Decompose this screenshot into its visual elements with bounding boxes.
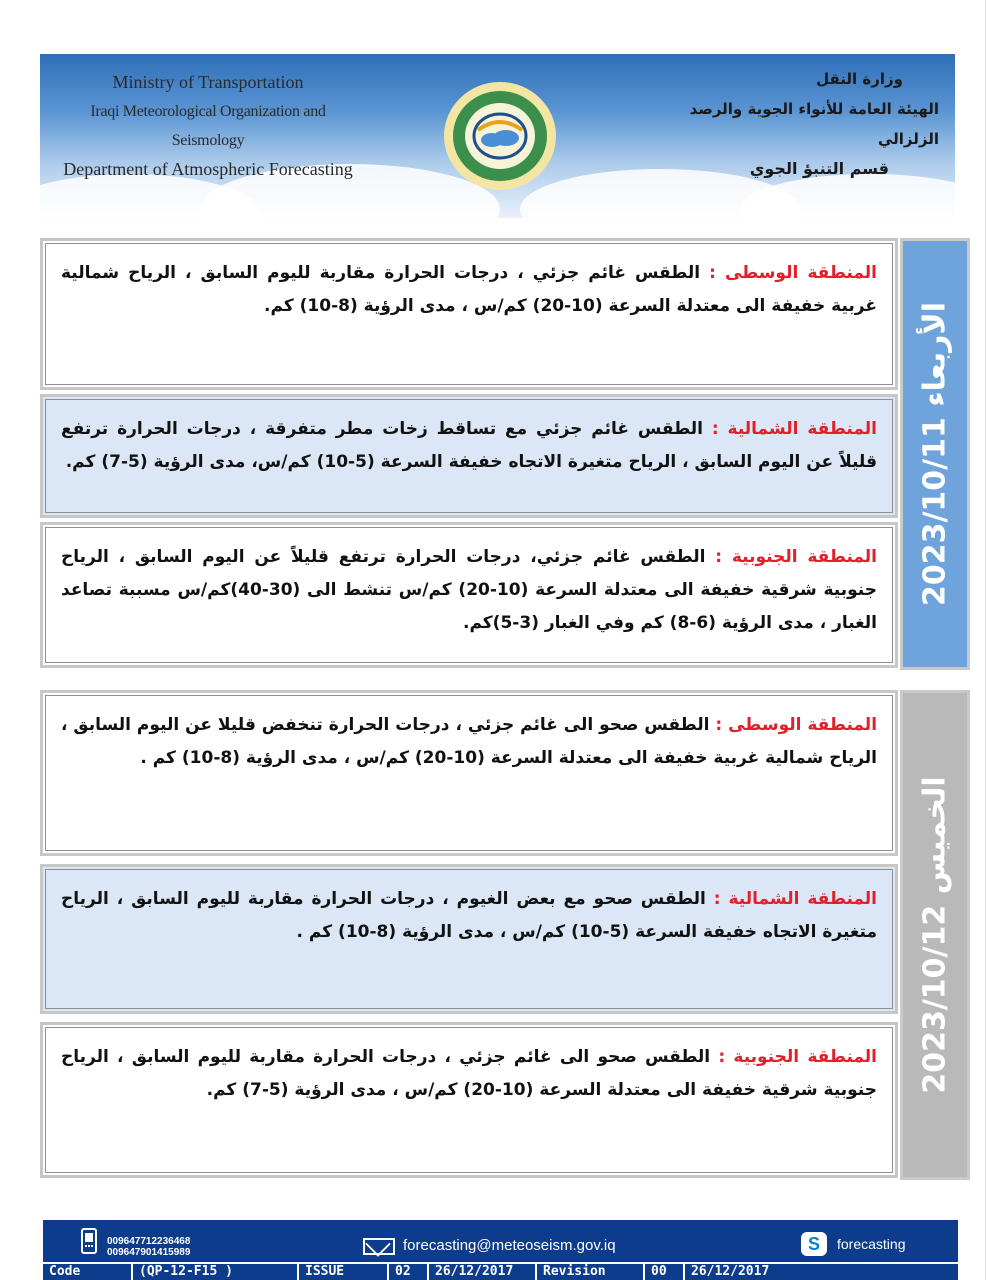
issue-date: 26/12/2017 (429, 1264, 537, 1280)
region-name: المنطقة الجنوبية : (715, 547, 877, 567)
revision-label: Revision (537, 1264, 645, 1280)
issue-label: ISSUE (299, 1264, 389, 1280)
region-name: المنطقة الوسطى : (709, 263, 877, 283)
region-name: المنطقة الجنوبية : (718, 1047, 877, 1067)
header-arabic (649, 64, 939, 184)
department-name-en: Department of Atmospheric Forecasting (63, 159, 353, 179)
code-value: (QP-12-F15 ) (133, 1264, 299, 1280)
region-forecast-south (40, 1022, 898, 1178)
forecast-day-section (40, 238, 974, 670)
organization-logo (442, 80, 558, 192)
phone-number[interactable]: 009647901415989 (107, 1247, 191, 1258)
region-forecast-north (40, 864, 898, 1014)
mail-icon (363, 1238, 395, 1255)
region-name: المنطقة الوسطى : (715, 715, 878, 735)
day-label (918, 302, 953, 606)
region-text: الطقس غائم جزئي ، درجات الحرارة مقاربة لليوم السابق ، الرياح شمالية غربية خفيفة الى معتدلة السرعة (10-20) كم/س ، مدى الرؤية (8-10) كم. (61, 263, 877, 316)
phone-number[interactable]: 009647712236468 (107, 1236, 191, 1247)
header-banner (40, 54, 955, 218)
skype-icon: S (801, 1232, 827, 1256)
ministry-name-en: Ministry of Transportation (112, 72, 304, 92)
footer (43, 1220, 958, 1280)
region-forecast-north (40, 394, 898, 518)
issue-number: 02 (389, 1264, 429, 1280)
region-name: المنطقة الشمالية : (711, 419, 877, 439)
phone-numbers (107, 1236, 190, 1258)
region-forecast-central (40, 238, 898, 390)
organization-name-ar: الهيئة العامة للأنواء الجوية والرصد الزلزالي (689, 100, 939, 148)
document-control-bar (43, 1262, 958, 1280)
region-forecast-central (40, 690, 898, 856)
day-column (900, 238, 970, 670)
region-text: الطقس غائم جزئي، درجات الحرارة ترتفع قليلاً عن اليوم السابق ، الرياح جنوبية شرقية خفيفة الى معتدلة السرعة (10-20) كم/س تنشط الى (30-40)كم/س مسببة تصاعد الغبار ، مدى الرؤية (6-8) كم وفي الغبار (3-5)كم. (61, 547, 877, 633)
header-english (58, 68, 358, 184)
region-name: المنطقة الشمالية : (713, 889, 877, 909)
revision-date: 26/12/2017 (691, 1264, 770, 1279)
region-text: الطقس صحو مع بعض الغيوم ، درجات الحرارة مقاربة لليوم السابق ، الرياح متغيرة الاتجاه خفيفة السرعة (5-10) كم/س ، مدى الرؤية (8-10) كم . (61, 889, 877, 942)
region-text: الطقس غائم جزئي مع تساقط زخات مطر متفرقة ، درجات الحرارة ترتفع قليلاً عن اليوم السابق ، الرياح متغيرة الاتجاه خفيفة السرعة (5-10) كم/س، مدى الرؤية (5-7) كم. (61, 419, 877, 472)
day-column (900, 690, 970, 1180)
department-name-ar: قسم التنبؤ الجوي (749, 159, 889, 178)
organization-name-en: Iraqi Meteorological Organization and Seismology (90, 103, 326, 149)
footer-contacts (43, 1220, 958, 1262)
revision-number: 00 (645, 1264, 685, 1280)
region-forecast-south (40, 522, 898, 668)
day-name: الأربعاء (917, 301, 953, 407)
day-date: 2023/10/12 (917, 904, 953, 1094)
code-label: Code (43, 1264, 133, 1280)
day-label (918, 776, 953, 1093)
region-text: الطقس صحو الى غائم جزئي ، درجات الحرارة مقاربة لليوم السابق ، الرياح جنوبية شرقية خفيفة الى معتدلة السرعة (10-20) كم/س ، مدى الرؤية (5-7) كم. (61, 1047, 877, 1100)
forecast-day-section (40, 690, 974, 1180)
day-name: الخميس (917, 776, 953, 895)
region-text: الطقس صحو الى غائم جزئي ، درجات الحرارة تنخفض قليلا عن اليوم السابق ، الرياح شمالية غربية خفيفة الى معتدلة السرعة (10-20) كم/س ، مدى الرؤية (8-10) كم . (61, 715, 877, 768)
skype-handle[interactable]: forecasting (837, 1236, 906, 1252)
ministry-name-ar: وزارة النقل (816, 70, 903, 88)
phone-icon (81, 1228, 97, 1254)
email-link[interactable]: forecasting@meteoseism.gov.iq (403, 1237, 616, 1254)
day-date: 2023/10/11 (917, 417, 953, 607)
